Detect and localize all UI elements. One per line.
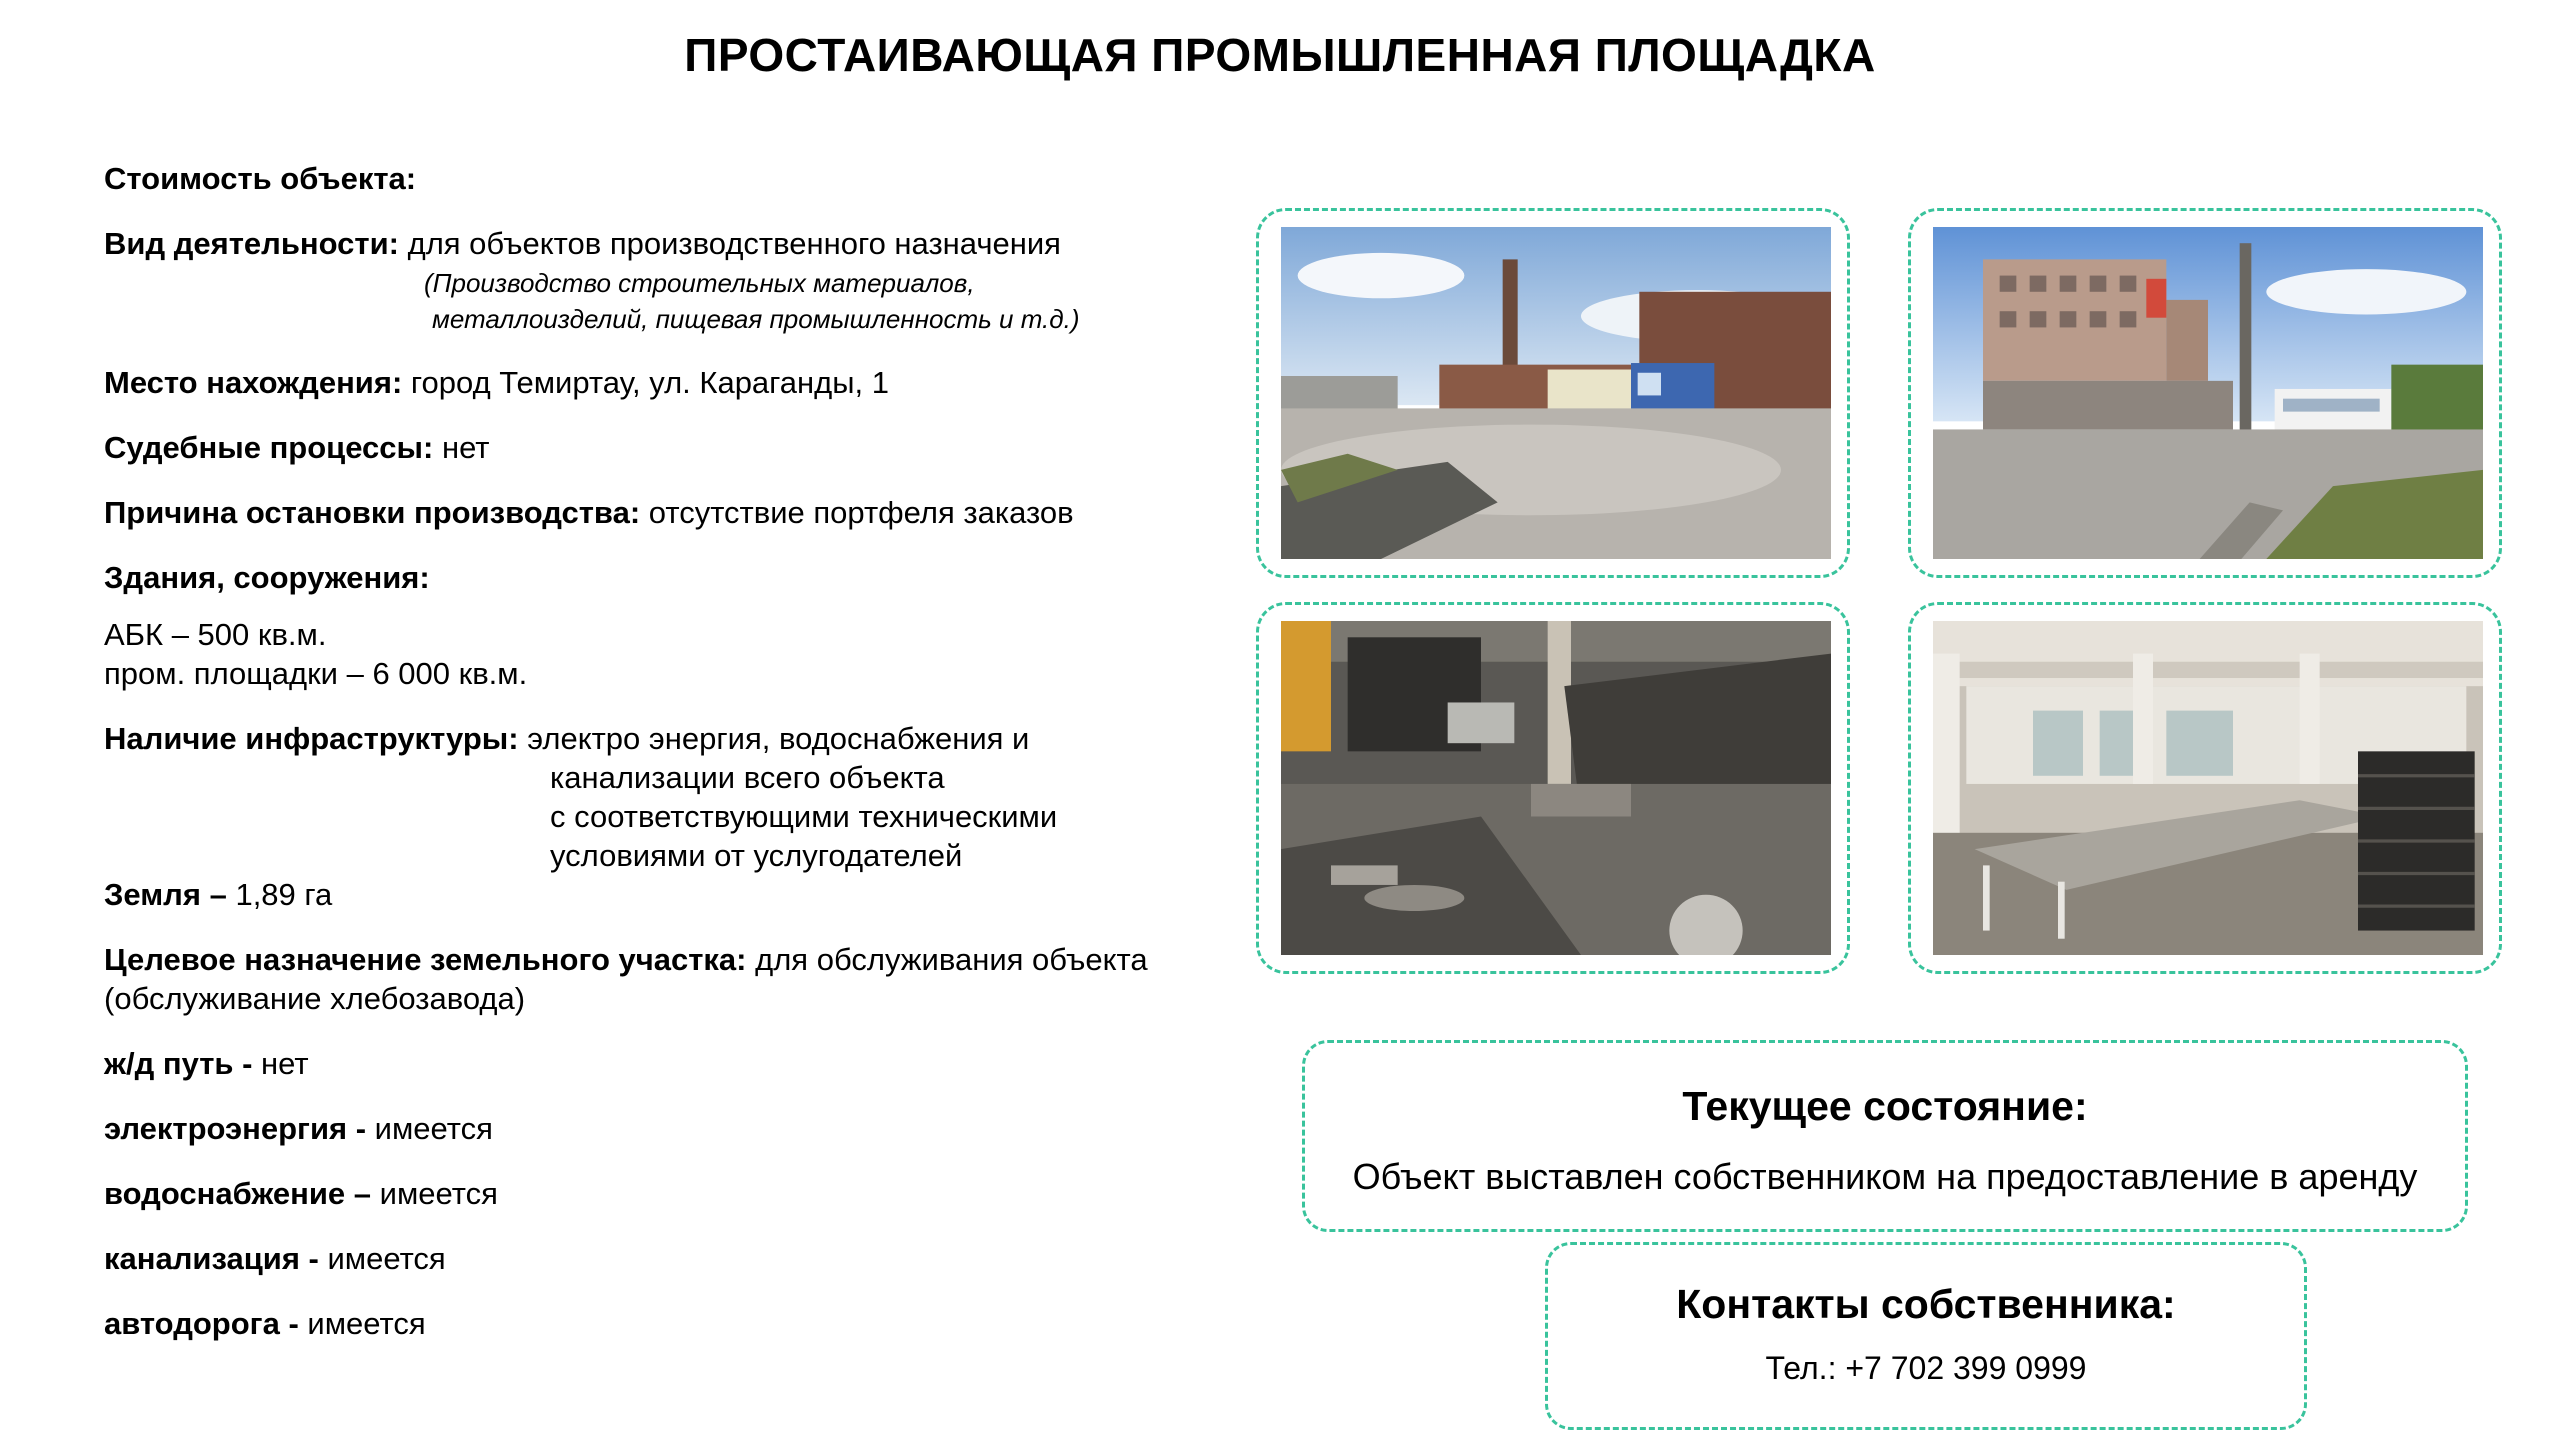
buildings-line-2: пром. площадки – 6 000 кв.м. — [104, 656, 528, 691]
photo-bakery-hall-image — [1933, 621, 2483, 955]
workshop-picture — [1281, 621, 1831, 955]
bakery-hall-picture — [1933, 621, 2483, 955]
infra-line-3: с соответствующими техническими — [550, 799, 1058, 834]
infra-line-2: канализации всего объекта — [550, 760, 945, 795]
contacts-phone: Тел.: +7 702 399 0999 — [1765, 1350, 2087, 1386]
water-row — [104, 1175, 498, 1213]
purpose-value-1: для обслуживания объекта — [755, 942, 1148, 977]
court-label: Судебные процессы: — [104, 430, 434, 465]
infra-line-4: условиями от услугодателей — [550, 838, 963, 873]
land-row — [104, 876, 332, 914]
buildings-row — [104, 559, 430, 597]
power-value: имеется — [374, 1111, 493, 1146]
owner-contacts-box — [1545, 1242, 2307, 1430]
status-text: Объект выставлен собственником на предоставление в аренду — [1352, 1156, 2418, 1197]
photo-workshop-interior-image — [1281, 621, 1831, 955]
photo-workshop-interior — [1256, 602, 1850, 974]
photo-building-exterior — [1908, 208, 2502, 578]
power-row — [104, 1110, 493, 1148]
stop-reason-value: отсутствие портфеля заказов — [648, 495, 1074, 530]
water-value: имеется — [379, 1176, 498, 1211]
stop-reason-label: Причина остановки производства: — [104, 495, 641, 530]
road-label: автодорога - — [104, 1306, 299, 1341]
water-label: водоснабжение – — [104, 1176, 372, 1211]
rail-label: ж/д путь - — [104, 1046, 253, 1081]
building-picture — [1933, 227, 2483, 559]
activity-note-2: металлоизделий, пищевая промышленность и т.д.) — [432, 304, 1080, 334]
purpose-label: Целевое назначение земельного участка: — [104, 942, 747, 977]
page-title: ПРОСТАИВАЮЩАЯ ПРОМЫШЛЕННАЯ ПЛОЩАДКА — [684, 29, 1876, 81]
sewer-label: канализация - — [104, 1241, 319, 1276]
sewer-value: имеется — [327, 1241, 446, 1276]
location-row — [104, 364, 889, 402]
land-label: Земля – — [104, 877, 227, 912]
factory-yard-picture — [1281, 227, 1831, 559]
activity-label: Вид деятельности: — [104, 226, 399, 261]
contacts-title: Контакты собственника: — [1676, 1281, 2176, 1327]
status-title: Текущее состояние: — [1682, 1083, 2088, 1129]
buildings-label: Здания, сооружения: — [104, 560, 430, 595]
purpose-row — [104, 941, 1148, 979]
court-value: нет — [441, 430, 490, 465]
buildings-line-1: АБК – 500 кв.м. — [104, 617, 327, 652]
road-value: имеется — [307, 1306, 426, 1341]
road-row — [104, 1305, 426, 1343]
location-label: Место нахождения: — [104, 365, 403, 400]
activity-value: для объектов производственного назначения — [407, 226, 1061, 261]
cost-label: Стоимость объекта: — [104, 161, 417, 196]
power-label: электроэнергия - — [104, 1111, 367, 1146]
rail-row — [104, 1045, 309, 1083]
photo-exterior-yard-image — [1281, 227, 1831, 559]
current-status-box — [1302, 1040, 2468, 1232]
photo-bakery-hall — [1908, 602, 2502, 974]
sewer-row — [104, 1240, 446, 1278]
activity-note-1: (Производство строительных материалов, — [424, 268, 975, 298]
infra-line-1: электро энергия, водоснабжения и — [527, 721, 1030, 756]
location-value: город Темиртау, ул. Караганды, 1 — [410, 365, 889, 400]
activity-row — [104, 225, 1061, 263]
infra-row — [104, 720, 1029, 758]
purpose-value-2: (обслуживание хлебозавода) — [104, 981, 526, 1016]
infra-label: Наличие инфраструктуры: — [104, 721, 519, 756]
photo-building-exterior-image — [1933, 227, 2483, 559]
stop-reason-row — [104, 494, 1074, 532]
cost-row — [104, 160, 416, 198]
land-value: 1,89 га — [235, 877, 333, 912]
court-row — [104, 429, 490, 467]
rail-value: нет — [261, 1046, 309, 1081]
photo-exterior-yard — [1256, 208, 1850, 578]
